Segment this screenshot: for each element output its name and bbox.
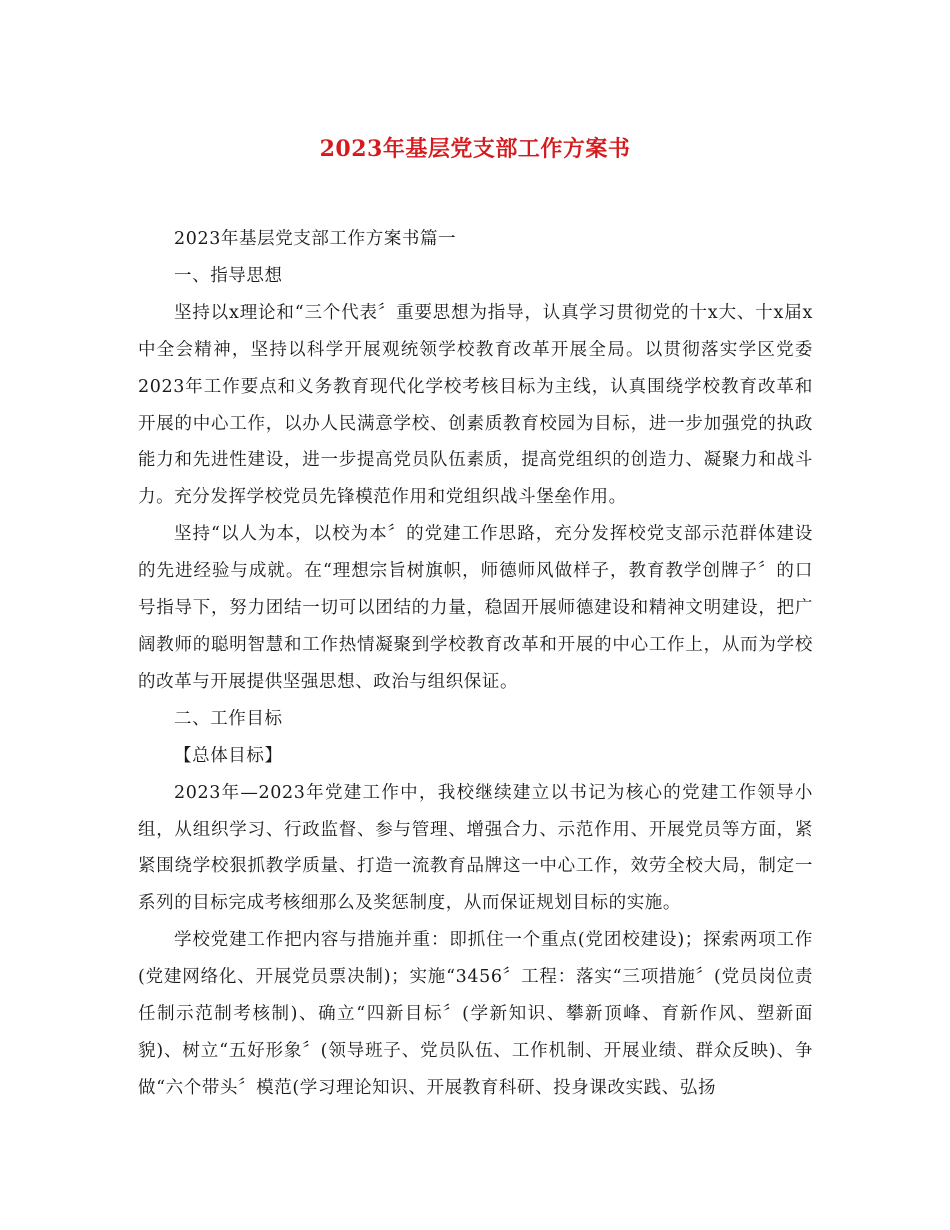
- heading-overall-goals: 【总体目标】: [174, 745, 283, 766]
- paragraph: 坚持以x理论和“三个代表〞重要思想为指导，认真学习贯彻党的十x大、十x届x中全会精神，坚持以科学开展观统领学校教育改革开展全局。以贯彻落实学区党委2023年工作要点和义务教育现代化学校考核目标为主线，认真围绕学校教育改革和开展的中心工作，以办人民满意学校、创素质教育校园为目标，进一步加强党的执政能力和先进性建设，进一步提高党员队伍素质，提高党组织的创造力、凝聚力和战斗力。充分发挥学校党员先锋模范作用和党组织战斗堡垒作用。: [138, 302, 813, 508]
- paragraph: 学校党建工作把内容与措施并重：即抓住一个重点(党团校建设)；探索两项工作(党建网络化、开展党员票决制)；实施“3456〞工程：落实“三项措施〞(党员岗位责任制示范制考核制)、确立“四新目标〞(学新知识、攀新顶峰、育新作风、塑新面貌)、树立“五好形象〞(领导班子、党员队伍、工作机制、开展业绩、群众反映)、争做“六个带头〞模范(学习理论知识、开展教育科研、投身课改实践、弘扬: [138, 930, 813, 1098]
- heading-guiding-ideology: 一、指导思想: [174, 265, 283, 286]
- heading-work-goals: 二、工作目标: [174, 708, 283, 729]
- document-body: [138, 221, 813, 1107]
- section-subtitle: 2023年基层党支部工作方案书篇一: [174, 229, 457, 249]
- paragraph: 坚持“以人为本，以校为本〞的党建工作思路，充分发挥校党支部示范群体建设的先进经验与成就。在“理想宗旨树旗帜，师德师风做样子，教育教学创牌子〞的口号指导下，努力团结一切可以团结的力量，稳固开展师德建设和精神文明建设，把广阔教师的聪明智慧和工作热情凝聚到学校教育改革和开展的中心工作上，从而为学校的改革与开展提供坚强思想、政治与组织保证。: [138, 524, 813, 692]
- paragraph: 2023年—2023年党建工作中，我校继续建立以书记为核心的党建工作领导小组，从组织学习、行政监督、参与管理、增强合力、示范作用、开展党员等方面，紧紧围绕学校狠抓教学质量、打造一流教育品牌这一中心工作，效劳全校大局，制定一系列的目标完成考核细那么及奖惩制度，从而保证规划目标的实施。: [138, 782, 813, 914]
- document-title: 2023年基层党支部工作方案书: [319, 136, 631, 162]
